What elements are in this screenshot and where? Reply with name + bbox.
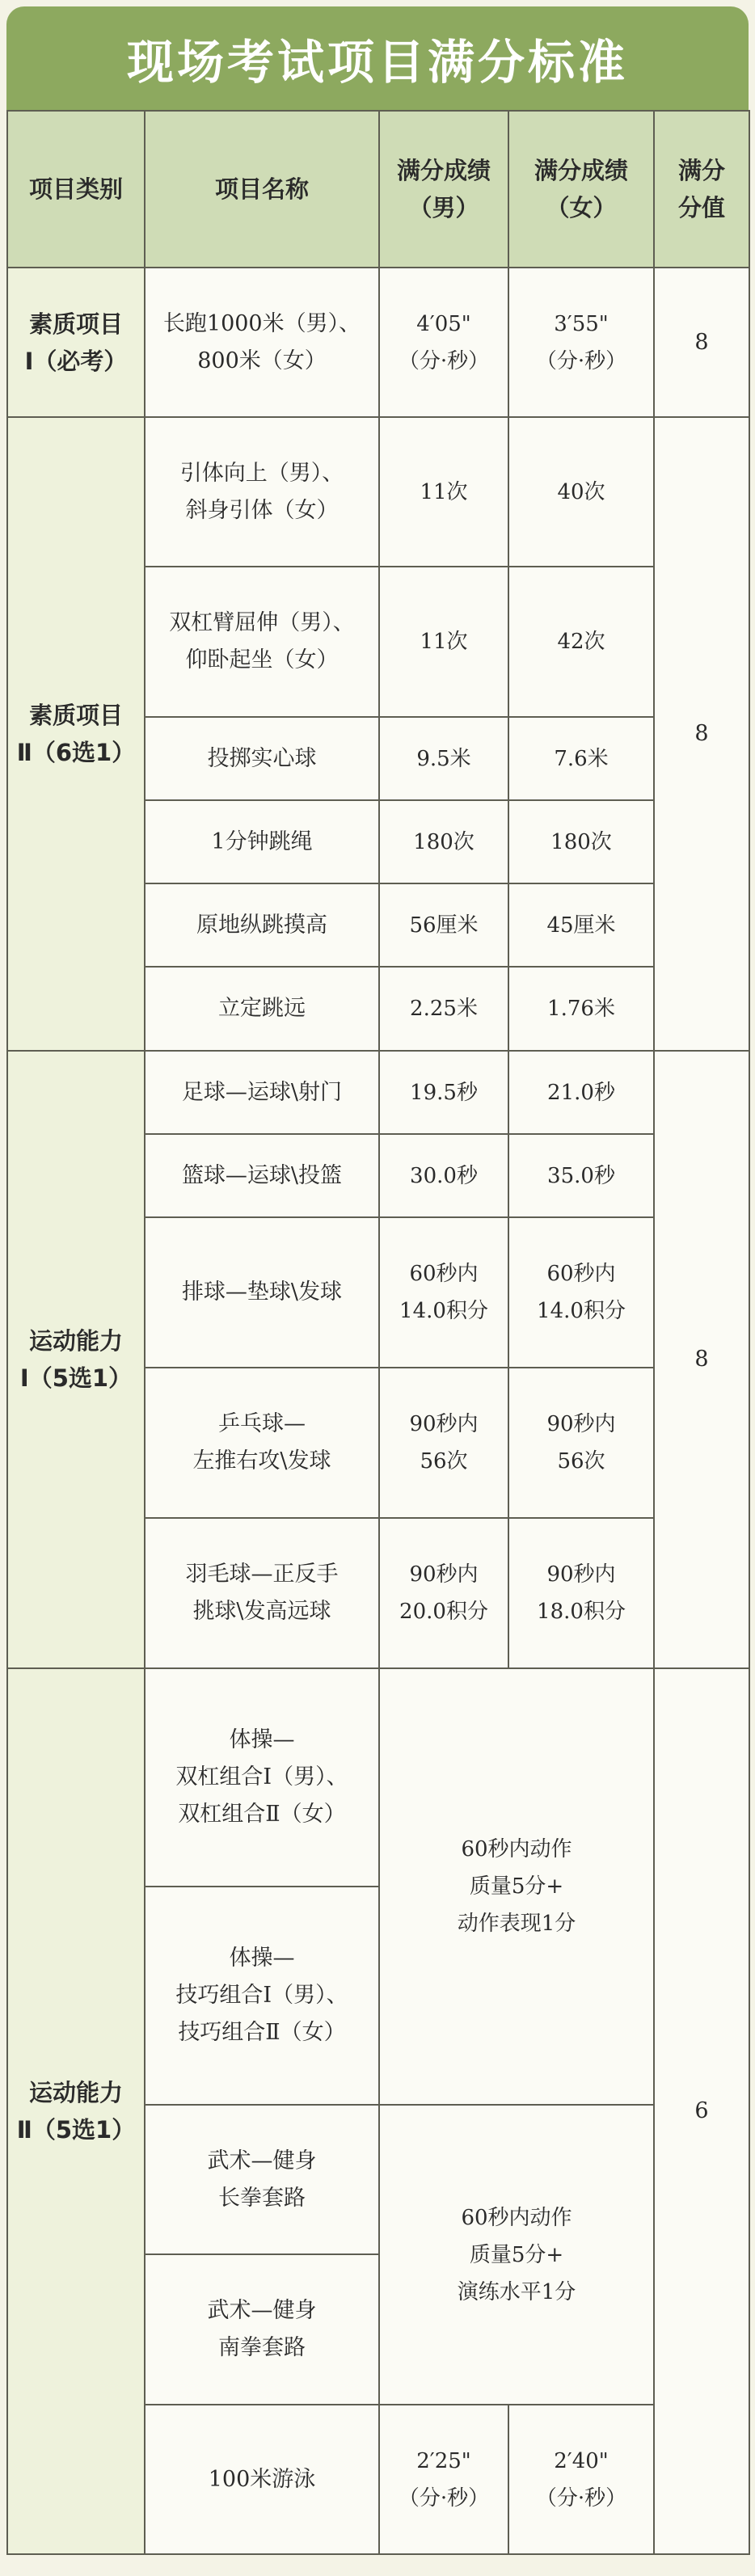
item-cell: 引体向上（男）、 斜身引体（女） bbox=[145, 417, 379, 567]
category-cell: 素质项目 Ⅱ（6选1） bbox=[7, 417, 145, 1051]
table-row bbox=[7, 1668, 749, 1887]
item-cell: 武术—健身 长拳套路 bbox=[145, 2105, 379, 2254]
male-score-cell: 56厘米 bbox=[379, 883, 508, 967]
female-score-cell: 2′40" （分·秒） bbox=[508, 2405, 654, 2554]
item-cell: 武术—健身 南拳套路 bbox=[145, 2254, 379, 2405]
male-score-cell: 11次 bbox=[379, 567, 508, 717]
male-score-cell: 60秒内 14.0积分 bbox=[379, 1217, 508, 1368]
header-female: 满分成绩 （女） bbox=[508, 111, 654, 268]
female-score-cell: 7.6米 bbox=[508, 717, 654, 800]
male-score-cell: 2.25米 bbox=[379, 967, 508, 1051]
item-cell: 双杠臂屈伸（男）、 仰卧起坐（女） bbox=[145, 567, 379, 717]
table-row bbox=[7, 1051, 749, 1134]
full-score-cell: 6 bbox=[654, 1668, 749, 2554]
female-score-cell: 40次 bbox=[508, 417, 654, 567]
item-cell: 长跑1000米（男）、 800米（女） bbox=[145, 268, 379, 417]
item-cell: 羽毛球—正反手 挑球\发高远球 bbox=[145, 1518, 379, 1668]
female-score-cell: 1.76米 bbox=[508, 967, 654, 1051]
full-score-cell: 8 bbox=[654, 417, 749, 1051]
female-score-cell: 21.0秒 bbox=[508, 1051, 654, 1134]
header-item: 项目名称 bbox=[145, 111, 379, 268]
full-score-cell: 8 bbox=[654, 268, 749, 417]
table-row bbox=[7, 417, 749, 567]
male-score-cell: 2′25" （分·秒） bbox=[379, 2405, 508, 2554]
table-row bbox=[7, 268, 749, 417]
item-cell: 篮球—运球\投篮 bbox=[145, 1134, 379, 1217]
male-score-cell: 19.5秒 bbox=[379, 1051, 508, 1134]
merged-score-cell: 60秒内动作 质量5分+ 动作表现1分 bbox=[379, 1668, 654, 2105]
full-score-cell: 8 bbox=[654, 1051, 749, 1668]
item-cell: 乒乓球— 左推右攻\发球 bbox=[145, 1368, 379, 1518]
female-score-cell: 42次 bbox=[508, 567, 654, 717]
header-male: 满分成绩 （男） bbox=[379, 111, 508, 268]
standards-table bbox=[6, 110, 750, 2555]
item-cell: 1分钟跳绳 bbox=[145, 800, 379, 883]
female-score-cell: 90秒内 18.0积分 bbox=[508, 1518, 654, 1668]
male-score-cell: 11次 bbox=[379, 417, 508, 567]
header-row bbox=[7, 111, 749, 268]
page-title: 现场考试项目满分标准 bbox=[126, 35, 628, 90]
male-score-cell: 30.0秒 bbox=[379, 1134, 508, 1217]
header-category: 项目类别 bbox=[7, 111, 145, 268]
category-cell: 素质项目 Ⅰ（必考） bbox=[7, 268, 145, 417]
item-cell: 足球—运球\射门 bbox=[145, 1051, 379, 1134]
male-score-cell: 9.5米 bbox=[379, 717, 508, 800]
female-score-cell: 35.0秒 bbox=[508, 1134, 654, 1217]
item-cell: 立定跳远 bbox=[145, 967, 379, 1051]
category-cell: 运动能力 Ⅰ（5选1） bbox=[7, 1051, 145, 1668]
title-banner bbox=[6, 6, 749, 110]
category-cell: 运动能力 Ⅱ（5选1） bbox=[7, 1668, 145, 2554]
female-score-cell: 60秒内 14.0积分 bbox=[508, 1217, 654, 1368]
female-score-cell: 180次 bbox=[508, 800, 654, 883]
male-score-cell: 180次 bbox=[379, 800, 508, 883]
female-score-cell: 90秒内 56次 bbox=[508, 1368, 654, 1518]
item-cell: 原地纵跳摸高 bbox=[145, 883, 379, 967]
female-score-cell: 45厘米 bbox=[508, 883, 654, 967]
male-score-cell: 4′05" （分·秒） bbox=[379, 268, 508, 417]
header-score: 满分 分值 bbox=[654, 111, 749, 268]
item-cell: 体操— 双杠组合Ⅰ（男）、 双杠组合Ⅱ（女） bbox=[145, 1668, 379, 1887]
merged-score-cell: 60秒内动作 质量5分+ 演练水平1分 bbox=[379, 2105, 654, 2405]
item-cell: 100米游泳 bbox=[145, 2405, 379, 2554]
male-score-cell: 90秒内 20.0积分 bbox=[379, 1518, 508, 1668]
item-cell: 排球—垫球\发球 bbox=[145, 1217, 379, 1368]
female-score-cell: 3′55" （分·秒） bbox=[508, 268, 654, 417]
male-score-cell: 90秒内 56次 bbox=[379, 1368, 508, 1518]
item-cell: 投掷实心球 bbox=[145, 717, 379, 800]
item-cell: 体操— 技巧组合Ⅰ（男）、 技巧组合Ⅱ（女） bbox=[145, 1887, 379, 2105]
